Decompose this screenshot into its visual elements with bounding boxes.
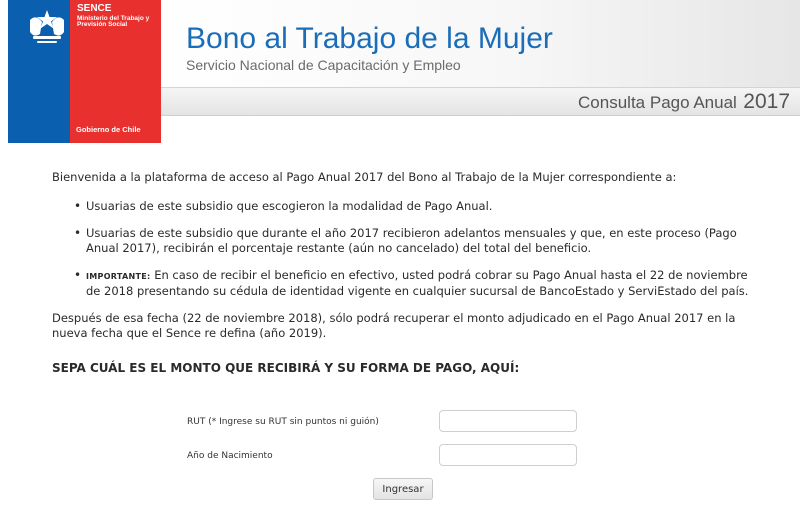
section-year: 2017 — [743, 90, 790, 113]
header-spacer — [161, 116, 800, 143]
intro-text: Bienvenida a la plataforma de acceso al Pago Anual 2017 del Bono al Trabajo de la Mujer correspondiente a: — [52, 170, 677, 184]
important-text: En caso de recibir el beneficio en efectivo, usted podrá cobrar su Pago Anual hasta el 22 de noviembre de 2018 presentando su cédula de identidad vigente en cualquier sucursal de BancoEstado y ServiEstado del país. — [86, 268, 749, 298]
coat-of-arms-icon — [20, 6, 74, 48]
deadline-notice: Después de esa fecha (22 de noviembre 2018), sólo podrá recuperar el monto adjudicado en el Pago Anual 2017 en la nueva fecha que el Sence re defina (año 2019). — [52, 311, 736, 340]
page-subtitle: Servicio Nacional de Capacitación y Empleo — [186, 57, 461, 73]
list-item: • Usuarias de este subsidio que escogieron la modalidad de Pago Anual. — [74, 199, 762, 214]
main-content — [52, 170, 762, 376]
page-title: Bono al Trabajo de la Mujer — [186, 22, 553, 55]
government-name: Gobierno de Chile — [76, 125, 141, 134]
banner — [161, 0, 800, 87]
birth-year-label: Año de Nacimiento — [187, 451, 273, 461]
rut-label: RUT (* Ingrese su RUT sin puntos ni guión) — [187, 417, 379, 427]
section-bar — [161, 87, 800, 116]
section-title — [578, 90, 790, 114]
important-label: IMPORTANTE: — [86, 272, 151, 281]
sence-logo-text — [77, 4, 155, 29]
list-item — [74, 268, 762, 299]
org-name: SENCE — [77, 3, 112, 14]
ministry-name: Ministerio del Trabajo y Previsión Social — [77, 14, 150, 29]
government-logo-blue-band — [8, 0, 70, 143]
section-title-text: Consulta Pago Anual — [578, 93, 737, 112]
list-item: • Usuarias de este subsidio que durante el año 2017 recibieron adelantos mensuales y que, en este proceso (Pago Anual 2017), recibirán el porcentaje restante (aún no cancelado) del total del beneficio. — [74, 226, 762, 256]
rut-input[interactable] — [439, 410, 577, 432]
page-header — [0, 0, 800, 143]
birth-year-input[interactable] — [439, 444, 577, 466]
eligibility-list — [74, 199, 762, 299]
form-heading: SEPA CUÁL ES EL MONTO QUE RECIBIRÁ Y SU FORMA DE PAGO, AQUÍ: — [52, 361, 520, 375]
submit-button[interactable]: Ingresar — [373, 478, 433, 500]
